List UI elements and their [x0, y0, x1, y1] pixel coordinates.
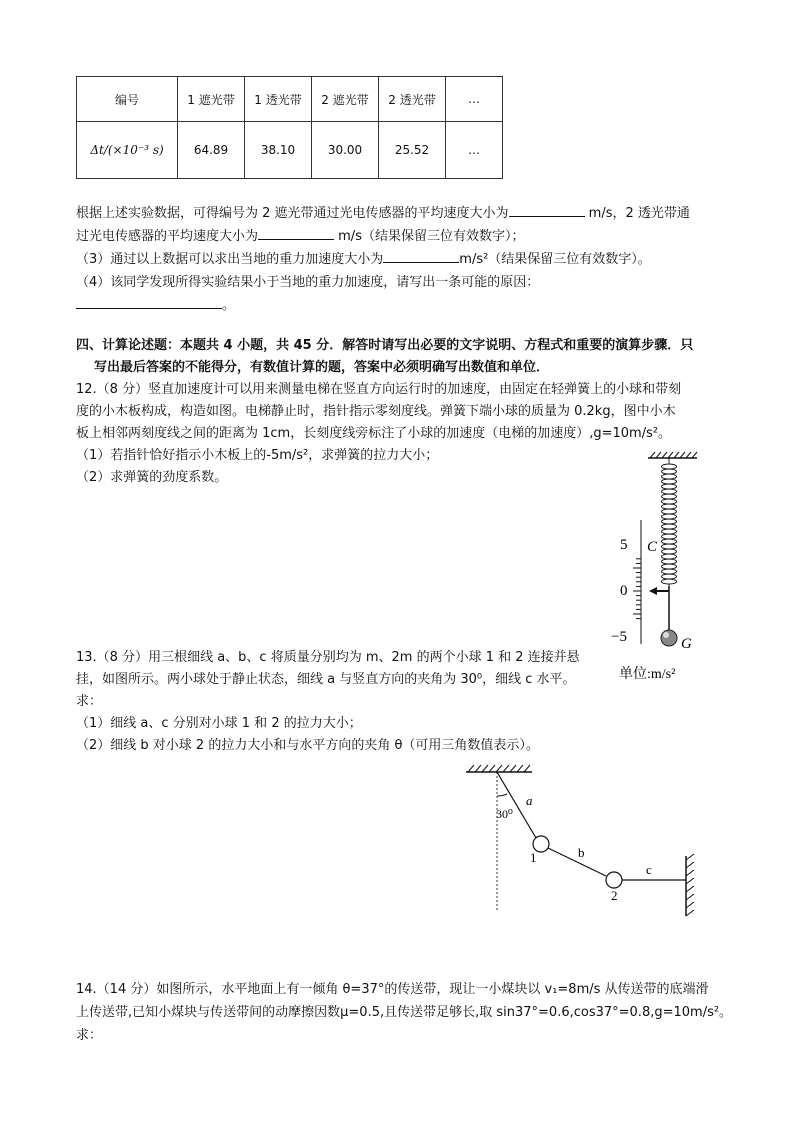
para1-text: m/s，2 透光带通	[584, 206, 690, 221]
table-cell: 30.00	[312, 122, 379, 179]
angle-label: 30⁰	[496, 807, 513, 821]
q14-line1: 14.（14 分）如图所示，水平地面上有一倾角 θ=37°的传送带，现让一小煤块以 v₁=8m/s 从传送带的底端滑	[76, 982, 709, 997]
table-header-cell: 2 透光带	[379, 77, 446, 122]
q12-line3: 板上相邻两刻度线之间的距离为 1cm，长刻度线旁标注了小球的加速度（电梯的加速度）,g=10m/s²。	[76, 426, 672, 441]
ball-highlight	[663, 632, 669, 638]
ceiling-hatch	[650, 452, 697, 458]
para1-line2	[76, 225, 524, 244]
label-c: C	[647, 539, 658, 555]
q13-sub1: （1）细线 a、c 分别对小球 1 和 2 的拉力大小；	[76, 716, 362, 731]
section4-heading-line2: 写出最后答案的不能得分，有数值计算的题，答案中必须明确写出数值和单位．	[94, 360, 550, 375]
q12-line1: 12.（8 分）竖直加速度计可以用来测量电梯在竖直方向运行时的加速度，由固定在轻弹簧上的小球和带刻	[76, 382, 682, 397]
table-cell: 25.52	[379, 122, 446, 179]
para1-text: 根据上述实验数据，可得编号为 2 遮光带通过光电传感器的平均速度大小为	[76, 206, 509, 221]
table-header-cell: 1 遮光带	[178, 77, 245, 122]
scale-label-0: 0	[620, 583, 628, 599]
answer-blank[interactable]	[258, 227, 334, 240]
pointer-arrow-icon	[649, 587, 657, 595]
label-b: b	[578, 845, 585, 860]
q12-sub1: （1）若指针恰好指示小木板上的-5m/s²，求弹簧的拉力大小；	[76, 448, 439, 463]
angle-arc	[497, 794, 507, 796]
label-ball-2: 2	[611, 888, 618, 903]
q14-line3: 求：	[76, 1028, 103, 1043]
label-c: c	[646, 862, 652, 877]
q13-line3: 求：	[76, 694, 103, 709]
q3-line	[76, 248, 651, 267]
q3-text: m/s²（结果保留三位有效数字）。	[459, 252, 651, 267]
q13-line2: 挂，如图所示。两小球处于静止状态，细线 a 与竖直方向的夹角为 30⁰，细线 c 水平。	[76, 672, 576, 687]
string-b	[548, 848, 606, 876]
table-cell: 38.10	[245, 122, 312, 179]
table-header-cell: 编号	[77, 77, 178, 122]
spring	[662, 458, 677, 586]
table-row	[77, 122, 503, 179]
answer-blank[interactable]	[76, 296, 222, 309]
para1-text: 过光电传感器的平均速度大小为	[76, 229, 259, 244]
q13-sub2: （2）细线 b 对小球 2 的拉力大小和与水平方向的夹角 θ（可用三角数值表示）。	[76, 738, 539, 753]
q14-line2: 上传送带,已知小煤块与传送带间的动摩擦因数μ=0.5,且传送带足够长,取 sin37°=0.6,cos37°=0.8,g=10m/s²。	[76, 1005, 733, 1020]
table-header-row	[77, 77, 503, 122]
q13-line1: 13.（8 分）用三根细线 a、b、c 将质量分别均为 m、2m 的两个小球 1 和 2 连接并悬	[76, 650, 580, 665]
scale-label-minus5: −5	[611, 629, 627, 645]
answer-blank[interactable]	[383, 250, 459, 263]
label-ball-1: 1	[530, 850, 537, 865]
q12-line2: 度的小木板构成，构造如图。电梯静止时，指针指示零刻度线。弹簧下端小球的质量为 0.2kg，图中小木	[76, 404, 676, 419]
para1-line1	[76, 202, 690, 221]
para1-text: m/s（结果保留三位有效数字）；	[334, 229, 525, 244]
q4-line	[76, 271, 539, 290]
q12-sub2: （2）求弹簧的劲度系数。	[76, 470, 228, 485]
table-header-cell: 1 透光带	[245, 77, 312, 122]
table-header-cell: 2 遮光带	[312, 77, 379, 122]
table-cell: 64.89	[178, 122, 245, 179]
spring-coil	[662, 458, 677, 586]
table-header-cell: …	[446, 77, 503, 122]
scale-label-5: 5	[620, 537, 628, 553]
ceiling-hatch	[468, 765, 530, 772]
unit-label: 单位:m/s²	[619, 667, 676, 682]
answer-blank[interactable]	[509, 204, 585, 217]
table-cell: …	[446, 122, 503, 179]
q4-answer-line	[76, 294, 235, 313]
q3-text: （3）通过以上数据可以求出当地的重力加速度大小为	[76, 252, 384, 267]
string-figure	[460, 760, 710, 920]
experiment-table	[76, 76, 503, 179]
q4-text: （4）该同学发现所得实验结果小于当地的重力加速度，请写出一条可能的原因：	[76, 275, 540, 290]
section4-heading-line1: 四、计算论述题：本题共 4 小题，共 45 分．解答时请写出必要的文字说明、方程式和重要的演算步骤．只	[76, 338, 694, 353]
q4-end: 。	[222, 298, 236, 313]
wall-hatch	[686, 854, 694, 916]
scale-ticks	[633, 559, 641, 619]
label-g: G	[681, 636, 692, 652]
accelerometer-figure	[605, 448, 715, 688]
table-row-label: Δt/(×10⁻³ s)	[77, 122, 178, 179]
label-a: a	[526, 793, 533, 808]
ball	[661, 630, 677, 646]
ball-2	[606, 872, 622, 888]
